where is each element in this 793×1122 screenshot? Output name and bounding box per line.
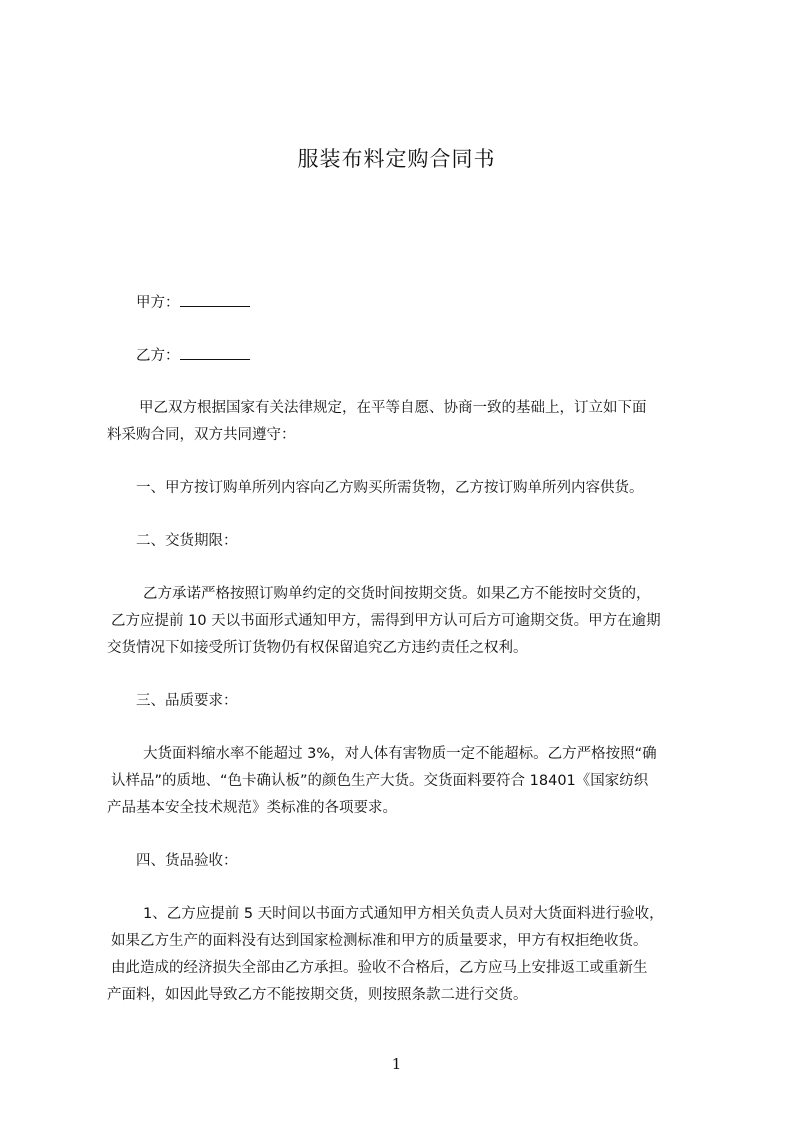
clause-4-line-2: 如果乙方生产的面料没有达到国家检测标准和甲方的质量要求，甲方有权拒绝收货。 [111,933,648,949]
clause-2-line-1: 乙方承诺严格按照订购单约定的交货时间按期交货。如果乙方不能按时交货的， [143,586,651,602]
party-a-blank [180,292,250,307]
clause-2-heading: 二、交货期限： [136,533,238,549]
party-a-line [136,292,250,313]
party-a-label: 甲方： [136,295,180,311]
clause-2-line-2: 乙方应提前 10 天以书面形式通知甲方，需得到甲方认可后方可逾期交货。甲方在逾期 [111,613,661,629]
clause-4-heading: 四、货品验收： [136,853,238,869]
clause-3-line-1: 大货面料缩水率不能超过 3%，对人体有害物质一定不能超标。乙方严格按照“确 [143,746,657,762]
clause-3-heading: 三、品质要求： [136,693,238,709]
party-b-line [136,345,250,366]
clause-1: 一、甲方按订购单所列内容向乙方购买所需货物，乙方按订购单所列内容供货。 [136,480,644,496]
clause-3-line-3: 产品基本安全技术规范》类标准的各项要求。 [107,800,397,816]
clause-3-line-2: 认样品”的质地、“色卡确认板”的颜色生产大货。交货面料要符合 18401《国家纺织 [111,773,649,789]
document-title: 服装布料定购合同书 [297,147,496,171]
page-number: 1 [391,1055,402,1073]
clause-2-line-3: 交货情况下如接受所订货物仍有权保留追究乙方违约责任之权利。 [107,640,528,656]
clause-4-line-4: 产面料，如因此导致乙方不能按期交货，则按照条款二进行交货。 [107,987,528,1003]
intro-line-1: 甲乙双方根据国家有关法律规定，在平等自愿、协商一致的基础上，订立如下面 [139,400,647,416]
intro-line-2: 料采购合同，双方共同遵守： [107,427,296,443]
party-b-blank [180,345,250,360]
clause-4-line-1: 1、乙方应提前 5 天时间以书面方式通知甲方相关负责人员对大货面料进行验收， [143,906,664,922]
party-b-label: 乙方： [136,348,180,364]
clause-4-line-3: 由此造成的经济损失全部由乙方承担。验收不合格后，乙方应马上安排返工或重新生 [111,960,648,976]
